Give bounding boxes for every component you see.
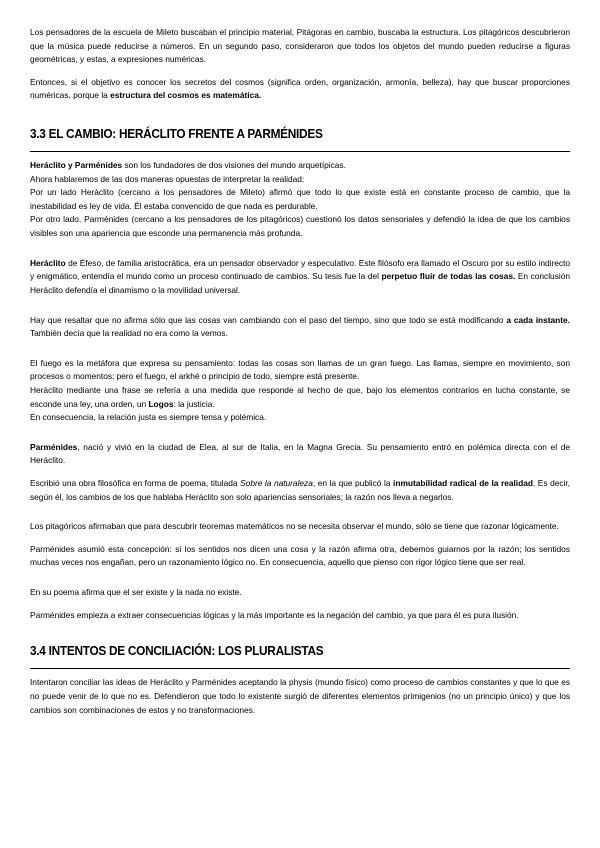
section-divider: [30, 151, 570, 152]
section-paragraph: [30, 257, 570, 298]
section-paragraph: [30, 543, 570, 570]
paragraph-spacer: [30, 579, 570, 586]
body-text: Hay que resaltar que no afirma sólo que las cosas van cambiando con el paso del tiempo, sino que todo se está modificando: [30, 314, 507, 325]
body-text: En su poema afirma que el ser existe y la nada no existe.: [30, 587, 242, 598]
document-content: [30, 26, 570, 717]
body-text: Heráclito mediante una frase se refería a una medida que responde al hecho de que, bajo los elementos contrarios en lucha constante, se esconde una ley, una orden, un: [30, 384, 570, 409]
body-text: Por un lado Heráclito (cercano a los pensadores de Mileto) afirmó que todo lo que existe está en constante proceso de cambio, que la inestabilidad es ley de vida. Él estaba convencido de que nada es perdurable.: [30, 187, 570, 211]
body-text: También decía que la realidad no era como la vemos.: [30, 328, 228, 339]
body-text: Ahora hablaremos de las dos maneras opuestas de interpretar la realidad:: [30, 173, 305, 184]
section-paragraph: [30, 441, 570, 468]
body-text: Los pensadores de la escuela de Mileto buscaban el principio material, Pitágoras en cambio, buscaba la estructura. Los pitagóricos descubrieron que la música puede reducirse a números. En un segundo paso, consideraron que todos los objetos del mundo pueden reducirse a figuras geométricas, y estas, a expresiones numéricas.: [30, 27, 570, 65]
section-paragraph: [30, 357, 570, 384]
section-paragraph: [30, 477, 570, 504]
body-text: Entonces, si el objetivo es conocer los secretos del cosmos (significa orden, organización, armonía, belleza), hay que buscar proporciones numéricas, porque la: [30, 76, 570, 101]
emphasized-text: perpetuo fluir de todas las cosas.: [381, 271, 516, 282]
body-text: son los fundadores de dos visiones del mundo arquetípicas.: [122, 160, 346, 171]
body-text: . Es decir, según él, los cambios de los que hablaba Heráclito son solo apariencias sensoriales; la razón nos lleva a negarlos.: [30, 478, 570, 502]
body-text: Intentaron conciliar las ideas de Heráclito y Parménides aceptando la physis (mundo físico) como proceso de cambios constantes y que lo que es no puede venir de lo que no es. Defendieron que todo lo existente surgió de diferentes elementos primigenios (no un principio único) y que los cambios son combinaciones de estos y no transformaciones.: [30, 677, 570, 715]
body-text: Los pitagóricos afirmaban que para descubrir teoremas matemáticos no se necesita observar el mundo, sólo se tiene que razonar lógicamente.: [30, 521, 559, 532]
body-text: En conclusión Heráclito defendía el dinamismo o la movilidad universal.: [30, 271, 570, 295]
body-text: Parménides empieza a extraer consecuencias lógicas y la más importante es la negación del cambio, ya que para él es pura ilusión.: [30, 609, 519, 620]
section-divider: [30, 668, 570, 669]
body-text: El fuego es la metáfora que expresa su pensamiento: todas las cosas son llamas de un gran fuego. Las llamas, siempre en movimiento, son procesos o momentos; pero el fuego, el arkhé o principio de todo, siempre está presente.: [30, 357, 570, 382]
section-paragraph: [30, 384, 570, 411]
intro-paragraph: [30, 76, 570, 103]
body-text: Parménides asumió esta concepción: si los sentidos nos dicen una cosa y la razón afirma otra, debemos guiarnos por la razón; los sentidos muchas veces nos engañan, pero un razonamiento lógico no. En consecuencia, aquello que pienso con rigor lógico tiene que ser real.: [30, 543, 570, 568]
paragraph-spacer: [30, 307, 570, 314]
emphasized-text: Heráclito: [30, 257, 66, 268]
body-text: Escribió una obra filosófica en forma de poema, titulada: [30, 478, 241, 489]
body-text: , en la que publicó la: [312, 478, 394, 489]
body-text: Sobre la naturaleza: [240, 478, 313, 489]
section-paragraph: [30, 186, 570, 213]
section-paragraph: [30, 609, 570, 623]
section-paragraph: [30, 314, 570, 341]
emphasized-text: inmutabilidad radical de la realidad: [393, 478, 533, 489]
body-text: : la justicia.: [173, 398, 215, 409]
paragraph-spacer: [30, 434, 570, 441]
body-text: , nació y vivió en la ciudad de Elea, al sur de Italia, en la Magna Grecia. Su pensamiento entró en polémica directa con el de Heráclito.: [30, 441, 570, 466]
section-paragraph: [30, 159, 570, 173]
paragraph-spacer: [30, 250, 570, 257]
section-heading: 3.4 INTENTOS DE CONCILIACIÓN: LOS PLURALISTAS: [30, 644, 324, 659]
section-paragraph: [30, 676, 570, 717]
paragraph-spacer: [30, 513, 570, 520]
section-paragraph: [30, 520, 570, 534]
emphasized-text: a cada instante.: [506, 314, 570, 325]
body-text: En consecuencia, la relación justa es siempre tensa y polémica.: [30, 412, 267, 423]
section-paragraph: [30, 586, 570, 600]
intro-paragraph: [30, 26, 570, 67]
paragraph-spacer: [30, 350, 570, 357]
emphasized-text: Parménides: [30, 441, 78, 452]
section-heading: 3.3 EL CAMBIO: HERÁCLITO FRENTE A PARMÉNIDES: [30, 127, 323, 142]
body-text: de Éfeso, de familia aristocrática, era un pensador observador y especulativo. Este filósofo era llamado el Oscuro por su estilo indirecto y enigmático, entendía el mundo como un proceso continuado de cambios. Su tesis fue la del: [30, 257, 570, 282]
body-text: Por otro lado, Parménides (cercano a los pensadores de los pitagóricos) cuestionó los datos sensoriales y defendió la idea de que los cambios visibles son una apariencia que esconde una permanencia más profunda.: [30, 214, 570, 239]
section-paragraph: [30, 411, 570, 425]
section-paragraph: [30, 213, 570, 240]
emphasized-text: Logos: [148, 398, 174, 409]
emphasized-text: estructura del cosmos es matemática.: [110, 90, 262, 101]
section-paragraph: [30, 173, 570, 187]
emphasized-text: Heráclito y Parménides: [30, 160, 123, 171]
